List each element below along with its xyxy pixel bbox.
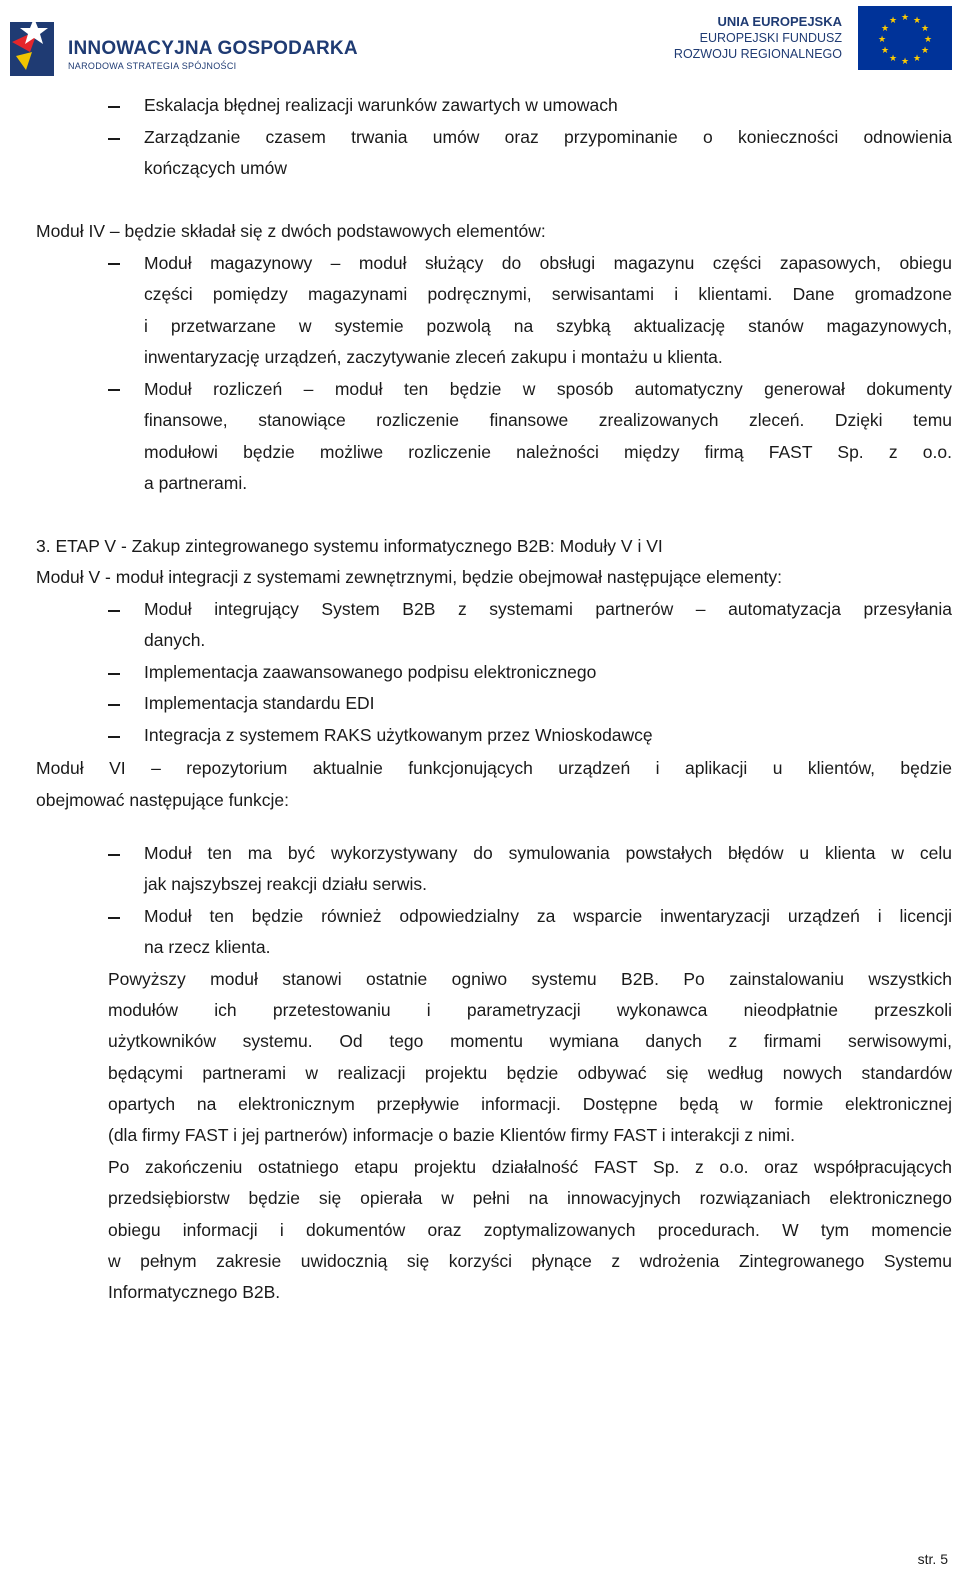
svg-text:★: ★ bbox=[880, 46, 890, 56]
bullet-dash bbox=[108, 736, 120, 738]
module-v-intro: Moduł V - moduł integracji z systemami zewnętrznymi, będzie obejmował następujące elementy: bbox=[36, 567, 783, 587]
bullet-edi: Implementacja standardu EDI bbox=[144, 693, 375, 713]
bullet-dash bbox=[108, 854, 120, 856]
paragraph-conclusion-cont: w pełnym zakresie uwidocznią się korzyści płynące z wdrożenia Zintegrowanego Systemu bbox=[108, 1251, 952, 1271]
bullet-escalation: Eskalacja błędnej realizacji warunków zawartych w umowach bbox=[144, 95, 618, 115]
bullet-contract-time: Zarządzanie czasem trwania umów oraz przypominanie o konieczności odnowienia bbox=[144, 127, 952, 147]
ig-emblem-icon bbox=[8, 12, 64, 78]
bullet-simulation: Moduł ten ma być wykorzystywany do symulowania powstałych błędów u klienta w celu bbox=[144, 843, 952, 863]
paragraph-conclusion-cont: Informatycznego B2B. bbox=[108, 1282, 281, 1302]
bullet-settlements-cont: finansowe, stanowiące rozliczenie finansowe zrealizowanych zleceń. Dzięki temu bbox=[144, 410, 952, 430]
bullet-dash bbox=[108, 106, 120, 108]
paragraph-conclusion-cont: obiegu informacji i dokumentów oraz zoptymalizowanych procedurach. W tym momencie bbox=[108, 1220, 952, 1240]
paragraph-summary-cont: użytkowników systemu. Od tego momentu wymiana danych z firmami serwisowymi, bbox=[108, 1031, 952, 1051]
innowacyjna-gospodarka-logo bbox=[6, 8, 358, 80]
paragraph-summary-cont: (dla firmy FAST i jej partnerów) informacje o bazie Klientów firmy FAST i interakcji z nimi. bbox=[108, 1125, 795, 1145]
bullet-dash bbox=[108, 138, 120, 140]
bullet-signature: Implementacja zaawansowanego podpisu elektronicznego bbox=[144, 662, 597, 682]
bullet-settlements-cont: modułowi będzie możliwe rozliczenie należności między firmą FAST Sp. z o.o. bbox=[144, 442, 952, 462]
svg-text:★: ★ bbox=[920, 24, 930, 34]
ig-logo-line2: NARODOWA STRATEGIA SPÓJNOŚCI bbox=[68, 61, 237, 71]
svg-text:★: ★ bbox=[888, 54, 898, 64]
eu-logo-line1: UNIA EUROPEJSKA bbox=[717, 14, 842, 29]
bullet-integration-cont: danych. bbox=[144, 630, 206, 650]
bullet-dash bbox=[108, 389, 120, 391]
bullet-dash bbox=[108, 610, 120, 612]
bullet-integration: Moduł integrujący System B2B z systemami partnerów – automatyzacja przesyłania bbox=[144, 599, 952, 619]
paragraph-summary-cont: będącymi partnerami w realizacji projektu będzie odbywać się według nowych standardów bbox=[108, 1063, 952, 1083]
eu-logo-line2: EUROPEJSKI FUNDUSZ bbox=[699, 31, 842, 45]
module-vi-intro-cont: obejmować następujące funkcje: bbox=[36, 790, 289, 810]
page-number: str. 5 bbox=[917, 1551, 948, 1567]
eu-flag-icon bbox=[858, 6, 952, 70]
section-heading-etap-v: 3. ETAP V - Zakup zintegrowanego systemu informatycznego B2B: Moduły V i VI bbox=[36, 536, 663, 556]
bullet-settlements-cont: a partnerami. bbox=[144, 473, 248, 493]
bullet-settlements: Moduł rozliczeń – moduł ten będzie w sposób automatyczny generował dokumenty bbox=[144, 379, 952, 399]
bullet-raks: Integracja z systemem RAKS użytkowanym przez Wnioskodawcę bbox=[144, 725, 653, 745]
svg-text:★: ★ bbox=[912, 16, 922, 26]
bullet-inventory-cont: na rzecz klienta. bbox=[144, 937, 271, 957]
bullet-warehouse-cont: inwentaryzację urządzeń, zaczytywanie zleceń zakupu i montażu u klienta. bbox=[144, 347, 723, 367]
svg-text:★: ★ bbox=[912, 54, 922, 64]
bullet-contract-time-cont: kończących umów bbox=[144, 158, 287, 178]
svg-text:★: ★ bbox=[920, 46, 930, 56]
svg-text:★: ★ bbox=[877, 35, 887, 45]
paragraph-summary-cont: modułów ich przetestowaniu i parametryzacji wykonawca nieodpłatnie przeszkoli bbox=[108, 1000, 952, 1020]
module-iv-intro: Moduł IV – będzie składał się z dwóch podstawowych elementów: bbox=[36, 221, 546, 241]
bullet-dash bbox=[108, 917, 120, 919]
svg-text:★: ★ bbox=[880, 24, 890, 34]
bullet-dash bbox=[108, 673, 120, 675]
paragraph-summary-cont: opartych na elektronicznym przepływie informacji. Dostępne będą w formie elektronicznej bbox=[108, 1094, 952, 1114]
ig-logo-line1: INNOWACYJNA GOSPODARKA bbox=[68, 38, 358, 59]
bullet-warehouse-cont: części pomiędzy magazynami podręcznymi, serwisantami i klientami. Dane gromadzone bbox=[144, 284, 952, 304]
paragraph-conclusion-cont: przedsiębiorstw będzie się opierała w pełni na innowacyjnych rozwiązaniach elektronicznego bbox=[108, 1188, 952, 1208]
paragraph-conclusion: Po zakończeniu ostatniego etapu projektu działalność FAST Sp. z o.o. oraz współpracujących bbox=[108, 1157, 952, 1177]
eu-logo bbox=[652, 6, 952, 76]
paragraph-summary: Powyższy moduł stanowi ostatnie ogniwo systemu B2B. Po zainstalowaniu wszystkich bbox=[108, 969, 952, 989]
svg-text:★: ★ bbox=[923, 35, 933, 45]
svg-text:★: ★ bbox=[900, 57, 910, 67]
svg-text:★: ★ bbox=[900, 13, 910, 23]
module-vi-intro: Moduł VI – repozytorium aktualnie funkcjonujących urządzeń i aplikacji u klientów, będzie bbox=[36, 758, 952, 778]
bullet-warehouse-cont: i przetwarzane w systemie pozwolą na szybką aktualizację stanów magazynowych, bbox=[144, 316, 952, 336]
bullet-dash bbox=[108, 263, 120, 265]
bullet-inventory: Moduł ten będzie również odpowiedzialny za wsparcie inwentaryzacji urządzeń i licencji bbox=[144, 906, 952, 926]
bullet-dash bbox=[108, 704, 120, 706]
bullet-simulation-cont: jak najszybszej reakcji działu serwis. bbox=[144, 874, 428, 894]
eu-logo-line3: ROZWOJU REGIONALNEGO bbox=[673, 47, 842, 61]
bullet-warehouse: Moduł magazynowy – moduł służący do obsługi magazynu części zapasowych, obiegu bbox=[144, 253, 952, 273]
svg-text:★: ★ bbox=[888, 16, 898, 26]
